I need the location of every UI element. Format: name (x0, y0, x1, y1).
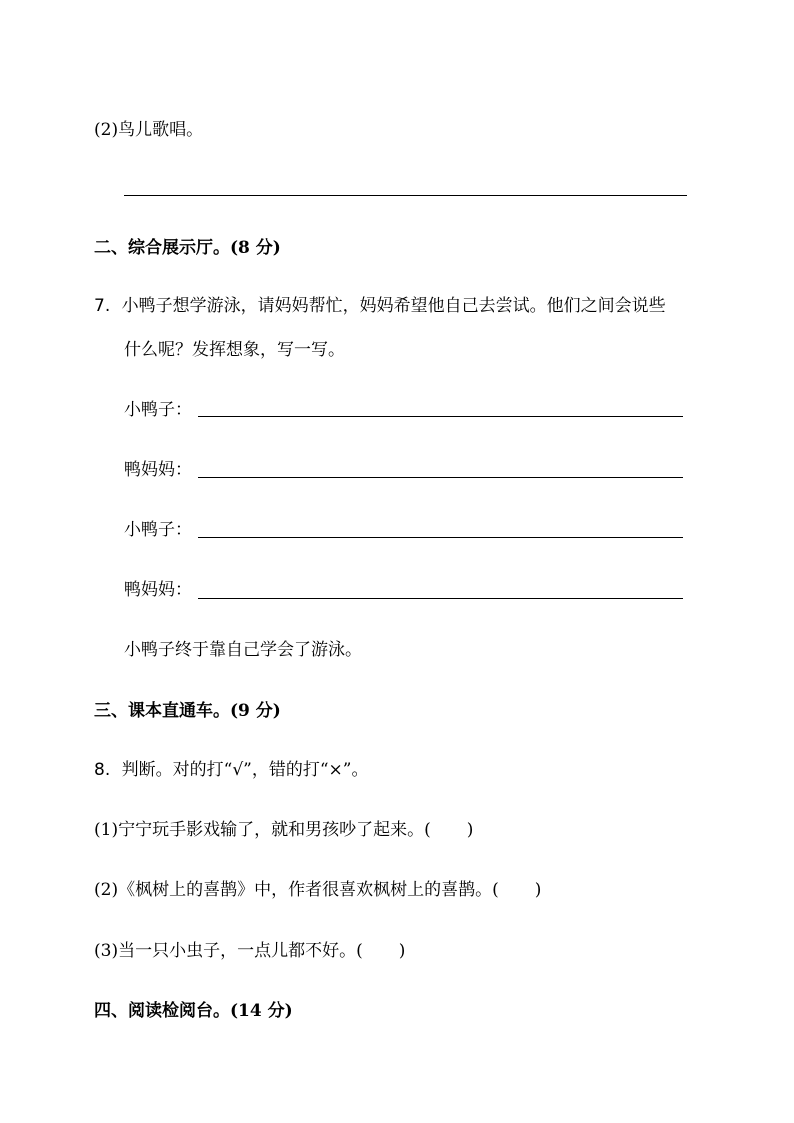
q7-ending: 小鸭子终于靠自己学会了游泳。 (124, 640, 362, 660)
dialogue-speaker-2: 鸭妈妈： (124, 460, 192, 480)
dialogue-answer-line-4 (198, 598, 683, 599)
dialogue-speaker-1: 小鸭子： (124, 400, 192, 420)
answer-line (124, 195, 687, 196)
q7-number: 7. (94, 296, 111, 316)
q8-item-3 (94, 939, 405, 963)
q8-item-3-text: (3)当一只小虫子，一点儿都不好。( (94, 941, 363, 961)
q8-item-1-close: ) (466, 820, 474, 840)
q8-instruction: 判断。对的打“√”，错的打“×”。 (121, 760, 369, 780)
q6-item-2: (2)鸟儿歌唱。 (94, 120, 204, 140)
q8-item-2-text: (2)《枫树上的喜鹊》中，作者很喜欢枫树上的喜鹊。( (94, 880, 499, 900)
q8-number: 8. (94, 760, 111, 780)
q8-item-2-close: ) (534, 880, 542, 900)
section-3-heading: 三、课本直通车。(9 分) (94, 701, 281, 721)
section-2-heading: 二、综合展示厅。(8 分) (94, 238, 281, 258)
q7-line-1 (94, 294, 666, 318)
dialogue-answer-line-1 (198, 416, 683, 417)
q7-text-line-1: 小鸭子想学游泳，请妈妈帮忙，妈妈希望他自己去尝试。他们之间会说些 (121, 296, 666, 316)
q8-item-1-text: (1)宁宁玩手影戏输了，就和男孩吵了起来。( (94, 820, 431, 840)
q8-item-3-close: ) (398, 941, 406, 961)
q7-text-line-2: 什么呢？发挥想象，写一写。 (124, 340, 345, 360)
q8-item-1 (94, 818, 473, 842)
dialogue-answer-line-3 (198, 537, 683, 538)
dialogue-speaker-3: 小鸭子： (124, 520, 192, 540)
q8-item-2 (94, 878, 541, 902)
section-4-heading: 四、阅读检阅台。(14 分) (94, 1001, 293, 1021)
dialogue-speaker-4: 鸭妈妈： (124, 580, 192, 600)
q8-instruction-line (94, 758, 368, 782)
dialogue-answer-line-2 (198, 477, 683, 478)
